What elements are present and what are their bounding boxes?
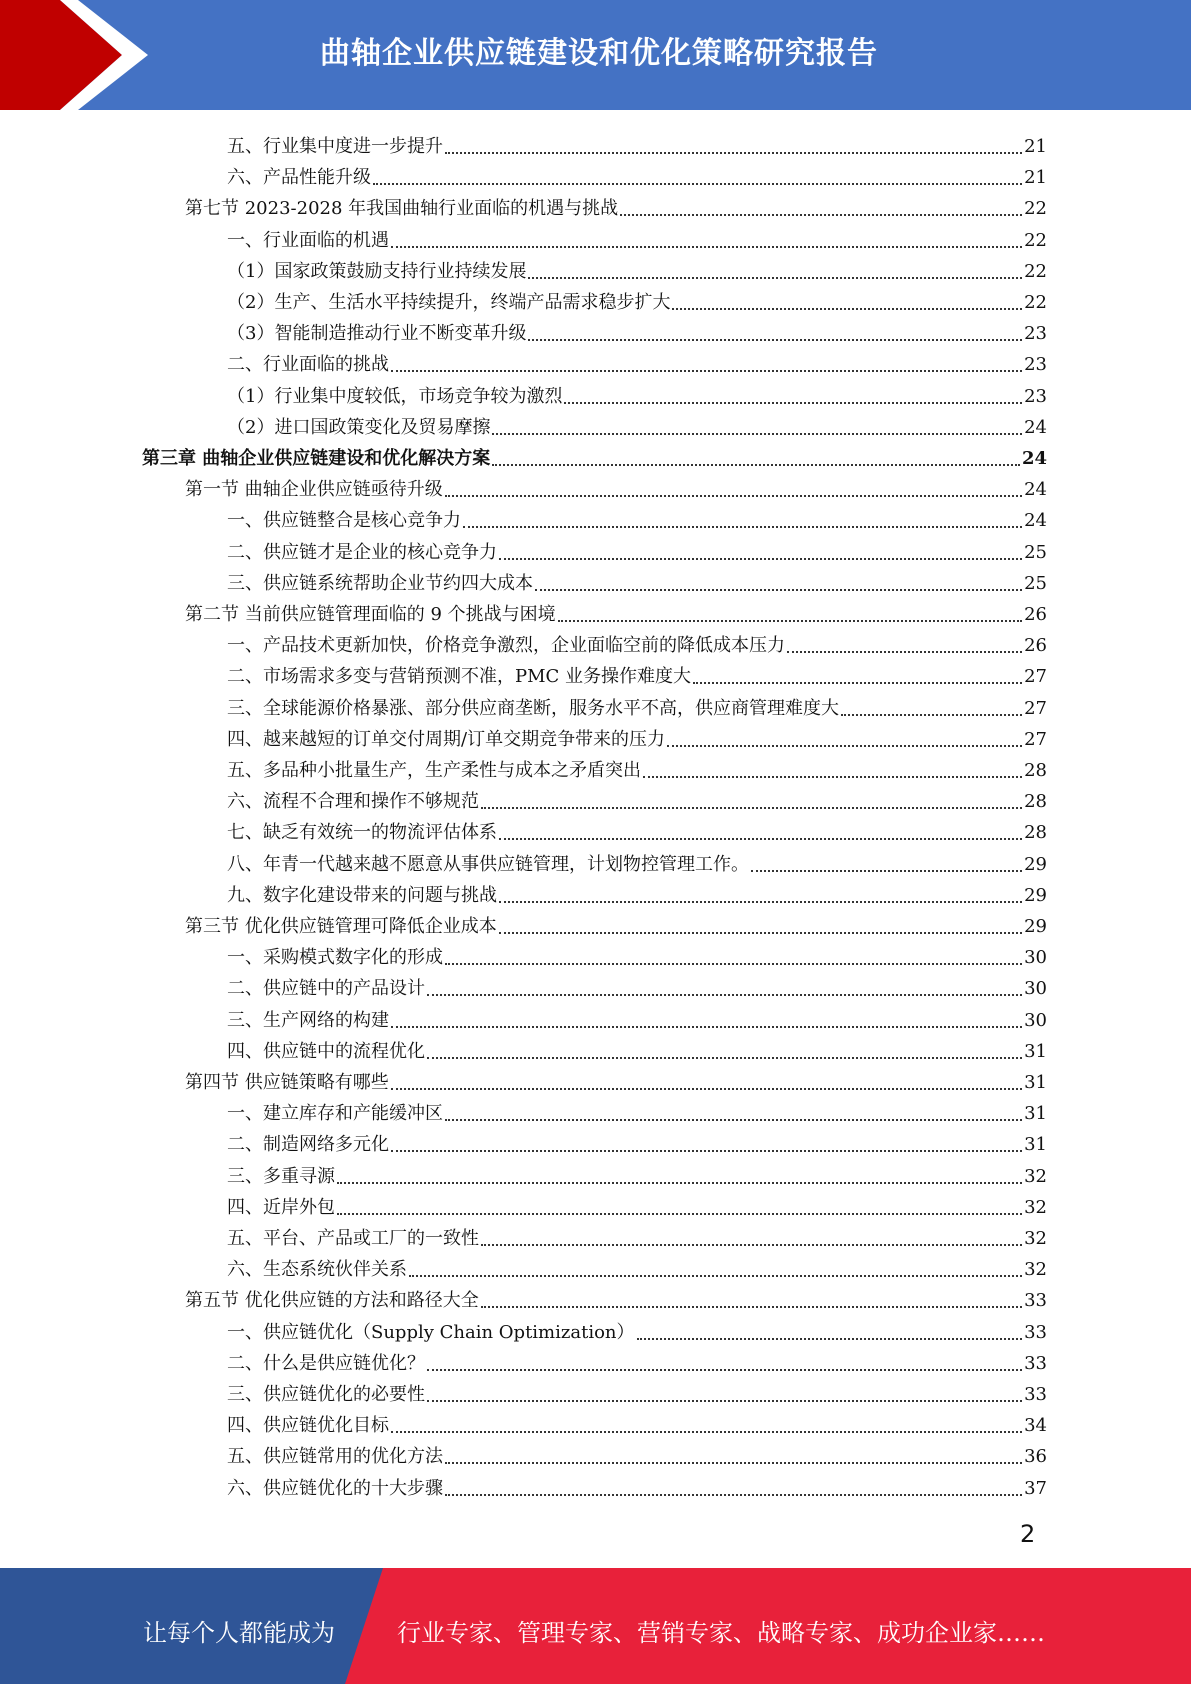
toc-leader-dots bbox=[564, 402, 1022, 404]
toc-entry-page: 31 bbox=[1024, 1134, 1047, 1156]
toc-entry-page: 36 bbox=[1024, 1446, 1047, 1468]
toc-entry-page: 22 bbox=[1024, 292, 1047, 313]
toc-entry-page: 31 bbox=[1024, 1040, 1047, 1062]
toc-entry[interactable] bbox=[185, 595, 1047, 626]
toc-entry-title: 第四节 供应链策略有哪些 bbox=[185, 1072, 389, 1093]
toc-entry[interactable] bbox=[227, 1437, 1047, 1468]
toc-leader-dots bbox=[637, 1338, 1023, 1340]
toc-entry-title: 六、生态系统伙伴关系 bbox=[227, 1259, 407, 1281]
toc-leader-dots bbox=[535, 589, 1022, 591]
toc-entry-page: 22 bbox=[1024, 260, 1047, 282]
toc-leader-dots bbox=[337, 1182, 1022, 1184]
toc-entry-page: 30 bbox=[1024, 978, 1047, 1000]
toc-leader-dots bbox=[391, 1088, 1022, 1090]
toc-leader-dots bbox=[427, 1057, 1022, 1059]
toc-leader-dots bbox=[481, 807, 1022, 809]
toc-leader-dots bbox=[787, 651, 1022, 653]
toc-entry[interactable] bbox=[227, 782, 1047, 813]
toc-entry-page: 32 bbox=[1024, 1196, 1047, 1218]
toc-entry[interactable] bbox=[227, 689, 1047, 720]
toc-entry[interactable] bbox=[227, 1406, 1047, 1437]
toc-leader-dots bbox=[481, 1306, 1022, 1308]
toc-entry-page: 22 bbox=[1024, 229, 1047, 251]
toc-entry[interactable] bbox=[227, 813, 1047, 844]
toc-entry-title: 三、多重寻源 bbox=[227, 1165, 335, 1187]
toc-entry-page: 29 bbox=[1024, 884, 1047, 906]
toc-entry[interactable] bbox=[227, 1125, 1047, 1156]
toc-entry[interactable] bbox=[227, 969, 1047, 1000]
toc-entry-title: 第三章 曲轴企业供应链建设和优化解决方案 bbox=[142, 448, 491, 469]
toc-entry-title: 九、数字化建设带来的问题与挑战 bbox=[227, 884, 497, 906]
toc-entry-page: 21 bbox=[1024, 167, 1047, 189]
toc-leader-dots bbox=[391, 1150, 1022, 1152]
toc-leader-dots bbox=[499, 932, 1022, 934]
toc-leader-dots bbox=[463, 526, 1022, 528]
toc-entry-title: 四、近岸外包 bbox=[227, 1196, 335, 1218]
toc-entry-title: 四、供应链优化目标 bbox=[227, 1415, 389, 1437]
toc-entry-page: 23 bbox=[1024, 385, 1047, 407]
toc-entry-title: （1）行业集中度较低，市场竞争较为激烈 bbox=[227, 385, 563, 407]
toc-entry[interactable] bbox=[227, 1250, 1047, 1281]
toc-entry-title: 四、越来越短的订单交付周期/订单交期竞争带来的压力 bbox=[227, 728, 666, 750]
toc-entry-page: 24 bbox=[1024, 479, 1047, 501]
toc-leader-dots bbox=[391, 246, 1022, 248]
toc-leader-dots bbox=[643, 776, 1022, 778]
toc-entry[interactable] bbox=[227, 938, 1047, 969]
toc-entry-title: 六、供应链优化的十大步骤 bbox=[227, 1477, 443, 1499]
toc-entry-page: 23 bbox=[1024, 354, 1047, 376]
toc-entry-page: 30 bbox=[1024, 947, 1047, 969]
toc-entry[interactable] bbox=[227, 1375, 1047, 1406]
toc-entry[interactable] bbox=[227, 1313, 1047, 1344]
toc-leader-dots bbox=[672, 308, 1022, 310]
toc-entry-page: 22 bbox=[1024, 198, 1047, 220]
toc-entry[interactable] bbox=[227, 314, 1047, 345]
toc-entry-title: 二、供应链中的产品设计 bbox=[227, 978, 425, 1000]
toc-entry[interactable] bbox=[227, 1469, 1047, 1500]
toc-entry-page: 28 bbox=[1024, 822, 1047, 844]
toc-entry-page: 24 bbox=[1024, 416, 1047, 438]
toc-entry-page: 25 bbox=[1024, 541, 1047, 563]
toc-leader-dots bbox=[499, 838, 1022, 840]
toc-entry-title: 四、供应链中的流程优化 bbox=[227, 1040, 425, 1062]
toc-entry[interactable] bbox=[185, 470, 1047, 501]
toc-leader-dots bbox=[427, 1400, 1022, 1402]
toc-entry-page: 32 bbox=[1024, 1165, 1047, 1187]
toc-entry[interactable] bbox=[227, 564, 1047, 595]
toc-entry[interactable] bbox=[227, 533, 1047, 564]
toc-leader-dots bbox=[445, 1119, 1022, 1121]
toc-entry-title: 五、平台、产品或工厂的一致性 bbox=[227, 1228, 479, 1249]
toc-entry[interactable] bbox=[227, 221, 1047, 252]
toc-entry-title: 八、年青一代越来越不愿意从事供应链管理，计划物控管理工作。 bbox=[227, 853, 749, 875]
toc-leader-dots bbox=[528, 277, 1022, 279]
toc-entry-title: 一、行业面临的机遇 bbox=[227, 229, 389, 251]
toc-entry-title: 三、生产网络的构建 bbox=[227, 1009, 389, 1031]
toc-leader-dots bbox=[445, 495, 1022, 497]
toc-entry-title: 二、制造网络多元化 bbox=[227, 1134, 389, 1156]
toc-entry[interactable] bbox=[227, 751, 1047, 782]
toc-leader-dots bbox=[751, 870, 1022, 872]
toc-entry-title: 第二节 当前供应链管理面临的 9 个挑战与困境 bbox=[185, 604, 556, 625]
toc-entry-page: 25 bbox=[1024, 572, 1047, 594]
toc-leader-dots bbox=[492, 464, 1020, 466]
toc-leader-dots bbox=[445, 152, 1022, 154]
toc-entry-title: 一、供应链优化（Supply Chain Optimization） bbox=[227, 1321, 635, 1343]
toc-leader-dots bbox=[558, 620, 1022, 622]
page-footer bbox=[0, 1568, 1191, 1684]
toc-entry-page: 32 bbox=[1024, 1259, 1047, 1281]
toc-entry-page: 33 bbox=[1024, 1290, 1047, 1312]
toc-leader-dots bbox=[667, 745, 1022, 747]
toc-entry-page: 29 bbox=[1024, 853, 1047, 875]
toc-entry[interactable] bbox=[185, 1281, 1047, 1312]
toc-entry-title: 一、建立库存和产能缓冲区 bbox=[227, 1103, 443, 1125]
toc-entry-page: 34 bbox=[1024, 1415, 1047, 1437]
toc-entry-title: 二、市场需求多变与营销预测不准，PMC 业务操作难度大 bbox=[227, 666, 692, 688]
toc-entry-page: 24 bbox=[1024, 510, 1047, 532]
toc-entry[interactable] bbox=[227, 252, 1047, 283]
toc-entry-title: 一、供应链整合是核心竞争力 bbox=[227, 510, 461, 532]
toc-entry-title: 第一节 曲轴企业供应链亟待升级 bbox=[185, 479, 443, 501]
toc-leader-dots bbox=[481, 1244, 1022, 1246]
toc-entry[interactable] bbox=[227, 377, 1047, 408]
toc-leader-dots bbox=[391, 1431, 1022, 1433]
toc-leader-dots bbox=[499, 901, 1022, 903]
toc-entry-page: 26 bbox=[1024, 635, 1047, 657]
toc-entry-title: 一、产品技术更新加快，价格竞争激烈，企业面临空前的降低成本压力 bbox=[227, 635, 785, 657]
toc-leader-dots bbox=[373, 183, 1022, 185]
footer-slogan-left: 让每个人都能成为 bbox=[143, 1619, 335, 1647]
toc-entry-page: 33 bbox=[1024, 1321, 1047, 1343]
page-number: 2 bbox=[1020, 1520, 1036, 1548]
toc-entry-page: 24 bbox=[1021, 448, 1047, 469]
toc-entry[interactable] bbox=[227, 345, 1047, 376]
toc-entry-page: 37 bbox=[1024, 1477, 1047, 1499]
toc-entry-title: 五、供应链常用的优化方法 bbox=[227, 1446, 443, 1468]
toc-leader-dots bbox=[391, 370, 1022, 372]
toc-entry[interactable] bbox=[227, 845, 1047, 876]
toc-entry-page: 28 bbox=[1024, 760, 1047, 781]
toc-entry[interactable] bbox=[227, 1344, 1047, 1375]
toc-leader-dots bbox=[445, 963, 1022, 965]
toc-leader-dots bbox=[620, 214, 1022, 216]
toc-entry-page: 29 bbox=[1024, 916, 1047, 937]
toc-entry-title: 三、供应链系统帮助企业节约四大成本 bbox=[227, 572, 533, 594]
toc-entry[interactable] bbox=[227, 1219, 1047, 1250]
toc-leader-dots bbox=[391, 1026, 1022, 1028]
toc-entry-page: 33 bbox=[1024, 1352, 1047, 1374]
toc-entry-page: 21 bbox=[1024, 136, 1047, 157]
toc-entry-title: 五、行业集中度进一步提升 bbox=[227, 136, 443, 157]
toc-entry[interactable] bbox=[185, 189, 1047, 220]
toc-entry-title: 三、供应链优化的必要性 bbox=[227, 1384, 425, 1405]
toc-leader-dots bbox=[409, 1275, 1022, 1277]
toc-entry[interactable] bbox=[227, 1094, 1047, 1125]
toc-entry-title: 第五节 优化供应链的方法和路径大全 bbox=[185, 1290, 479, 1312]
toc-entry-title: 二、供应链才是企业的核心竞争力 bbox=[227, 541, 497, 563]
toc-entry[interactable] bbox=[227, 1157, 1047, 1188]
toc-entry[interactable] bbox=[185, 1063, 1047, 1094]
toc-entry-title: 二、什么是供应链优化？ bbox=[227, 1352, 425, 1374]
toc-entry-title: （2）进口国政策变化及贸易摩擦 bbox=[227, 416, 491, 438]
toc-entry[interactable] bbox=[227, 720, 1047, 751]
toc-entry-page: 33 bbox=[1024, 1384, 1047, 1405]
toc-leader-dots bbox=[492, 433, 1022, 435]
toc-entry[interactable] bbox=[142, 439, 1047, 470]
toc-leader-dots bbox=[841, 714, 1022, 716]
toc-entry-page: 23 bbox=[1024, 323, 1047, 345]
toc-entry-title: 二、行业面临的挑战 bbox=[227, 354, 389, 376]
toc-entry[interactable] bbox=[227, 408, 1047, 439]
toc-leader-dots bbox=[337, 1213, 1022, 1215]
toc-entry[interactable] bbox=[185, 907, 1047, 938]
toc-entry[interactable] bbox=[227, 626, 1047, 657]
toc-entry-title: 五、多品种小批量生产，生产柔性与成本之矛盾突出 bbox=[227, 760, 641, 781]
toc-entry-page: 27 bbox=[1024, 697, 1047, 719]
toc-leader-dots bbox=[445, 1462, 1022, 1464]
toc-entry[interactable] bbox=[227, 876, 1047, 907]
toc-entry-page: 26 bbox=[1024, 604, 1047, 625]
document-title: 曲轴企业供应链建设和优化策略研究报告 bbox=[320, 36, 878, 71]
toc-leader-dots bbox=[499, 558, 1022, 560]
toc-entry-title: 七、缺乏有效统一的物流评估体系 bbox=[227, 822, 497, 844]
toc-entry-page: 27 bbox=[1024, 666, 1047, 688]
toc-entry-title: （2）生产、生活水平持续提升，终端产品需求稳步扩大 bbox=[227, 292, 671, 313]
toc-entry-page: 31 bbox=[1024, 1103, 1047, 1125]
toc-entry-title: 第七节 2023-2028 年我国曲轴行业面临的机遇与挑战 bbox=[185, 198, 619, 220]
toc-entry[interactable] bbox=[227, 1001, 1047, 1032]
toc-leader-dots bbox=[528, 339, 1022, 341]
toc-entry-page: 31 bbox=[1024, 1072, 1047, 1093]
toc-entry[interactable] bbox=[227, 127, 1047, 158]
toc-entry-title: 第三节 优化供应链管理可降低企业成本 bbox=[185, 916, 497, 937]
toc-entry-title: 三、全球能源价格暴涨、部分供应商垄断，服务水平不高，供应商管理难度大 bbox=[227, 697, 839, 719]
toc-entry-title: 六、产品性能升级 bbox=[227, 167, 371, 189]
toc-leader-dots bbox=[427, 1369, 1022, 1371]
toc-entry[interactable] bbox=[227, 1188, 1047, 1219]
toc-leader-dots bbox=[693, 682, 1022, 684]
toc-entry[interactable] bbox=[227, 283, 1047, 314]
toc-entry-page: 27 bbox=[1024, 728, 1047, 750]
toc-entry-page: 30 bbox=[1024, 1009, 1047, 1031]
toc-entry[interactable] bbox=[227, 501, 1047, 532]
toc-leader-dots bbox=[427, 994, 1022, 996]
toc-entry-page: 28 bbox=[1024, 791, 1047, 813]
toc-leader-dots bbox=[445, 1494, 1022, 1496]
page-header bbox=[0, 0, 1191, 110]
toc-entry-title: 一、采购模式数字化的形成 bbox=[227, 947, 443, 969]
toc-entry[interactable] bbox=[227, 158, 1047, 189]
toc-entry-title: （3）智能制造推动行业不断变革升级 bbox=[227, 323, 527, 345]
toc-entry-page: 32 bbox=[1024, 1228, 1047, 1249]
footer-slogan-right: 行业专家、管理专家、营销专家、战略专家、成功企业家…… bbox=[397, 1619, 1045, 1647]
toc-entry-title: （1）国家政策鼓励支持行业持续发展 bbox=[227, 260, 527, 282]
toc-entry[interactable] bbox=[227, 1032, 1047, 1063]
toc-entry-title: 六、流程不合理和操作不够规范 bbox=[227, 791, 479, 813]
toc-entry[interactable] bbox=[227, 657, 1047, 688]
